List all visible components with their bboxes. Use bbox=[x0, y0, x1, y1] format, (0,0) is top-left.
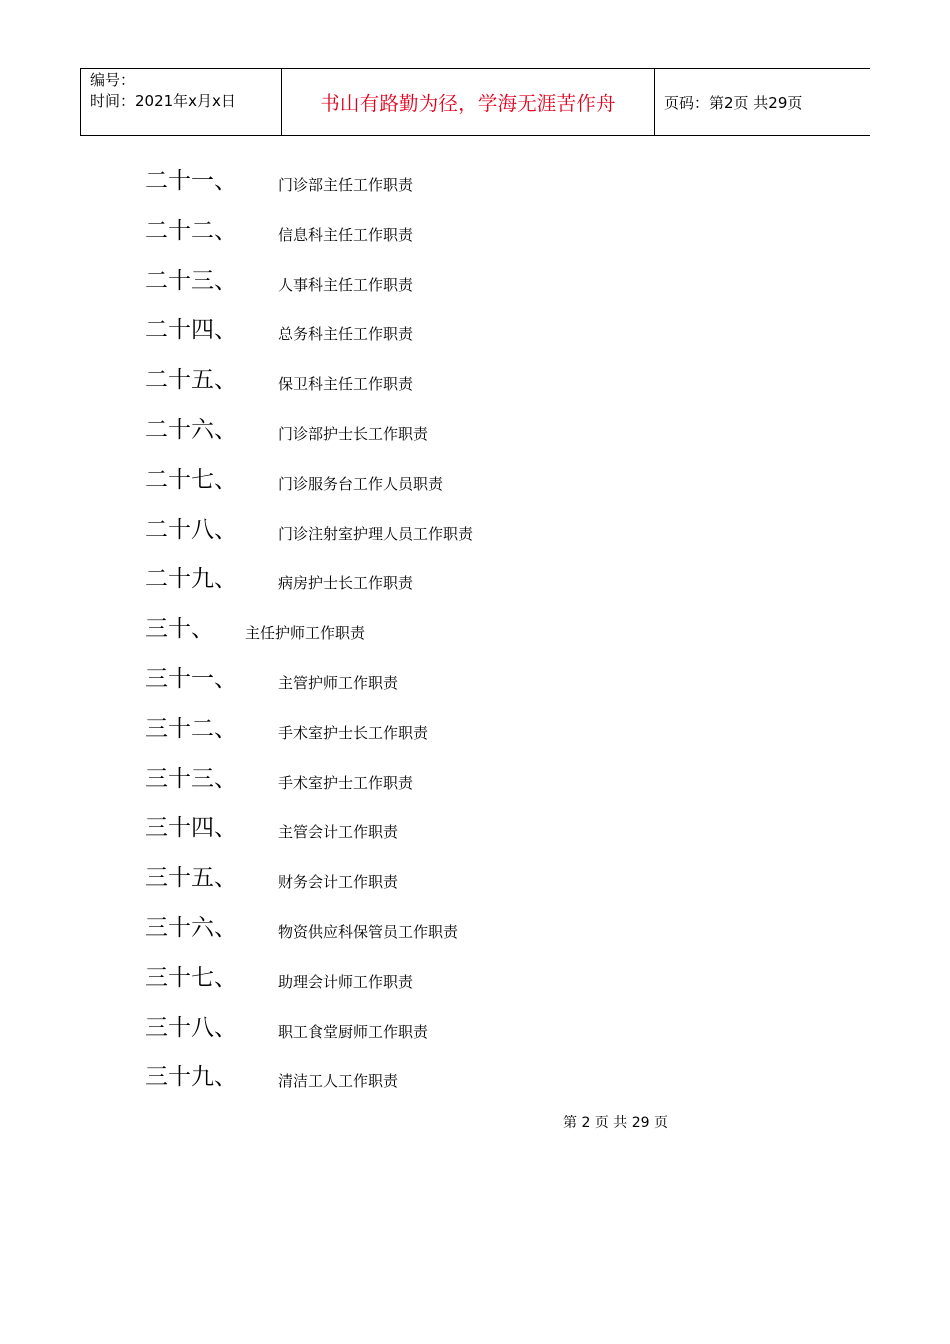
toc-item-title: 门诊服务台工作人员职责 bbox=[278, 474, 444, 493]
toc-item-title: 主任护师工作职责 bbox=[245, 624, 366, 643]
toc-item-title: 门诊注射室护理人员工作职责 bbox=[278, 524, 474, 543]
toc-item-number: 三十、 bbox=[145, 616, 214, 643]
footer-page-number: 第 2 页 共 29 页 bbox=[563, 1115, 668, 1131]
toc-item bbox=[145, 1056, 845, 1106]
toc-item-number: 二十九、 bbox=[145, 566, 237, 593]
toc-item-number: 二十六、 bbox=[145, 416, 237, 443]
toc-item bbox=[145, 857, 845, 907]
toc-item bbox=[145, 359, 845, 409]
toc-item bbox=[145, 608, 845, 658]
toc-item-title: 手术室护士长工作职责 bbox=[278, 723, 429, 742]
serial-label: 编号： bbox=[90, 71, 136, 89]
toc-item-title: 物资供应科保管员工作职责 bbox=[278, 922, 459, 941]
toc-item-number: 二十八、 bbox=[145, 516, 237, 543]
toc-item-title: 职工食堂厨师工作职责 bbox=[278, 1022, 429, 1041]
toc-item bbox=[145, 558, 845, 608]
toc-item-title: 主管护师工作职责 bbox=[278, 673, 399, 692]
toc-item bbox=[145, 509, 845, 559]
toc-item bbox=[145, 160, 845, 210]
motto-text: 书山有路勤为径，学海无涯苦作舟 bbox=[320, 92, 616, 115]
toc-item-title: 财务会计工作职责 bbox=[278, 873, 399, 892]
toc-item-title: 手术室护士工作职责 bbox=[278, 773, 414, 792]
toc-item-title: 主管会计工作职责 bbox=[278, 823, 399, 842]
toc-item-number: 三十五、 bbox=[145, 865, 237, 892]
toc-item-number: 三十一、 bbox=[145, 665, 237, 692]
toc-item-number: 三十四、 bbox=[145, 815, 237, 842]
toc-item-title: 保卫科主任工作职责 bbox=[278, 375, 414, 394]
toc-item bbox=[145, 758, 845, 808]
toc-item bbox=[145, 409, 845, 459]
toc-item-number: 三十六、 bbox=[145, 914, 237, 941]
toc-item-number: 二十四、 bbox=[145, 317, 237, 344]
toc-item-title: 门诊部主任工作职责 bbox=[278, 176, 414, 194]
toc-item-number: 三十九、 bbox=[145, 1064, 237, 1091]
toc-item-number: 三十七、 bbox=[145, 964, 237, 991]
toc-item-title: 清洁工人工作职责 bbox=[278, 1072, 399, 1091]
toc-item bbox=[145, 459, 845, 509]
toc-item-title: 人事科主任工作职责 bbox=[278, 275, 414, 294]
toc-item-title: 信息科主任工作职责 bbox=[278, 225, 414, 244]
toc-item bbox=[145, 807, 845, 857]
toc-item bbox=[145, 658, 845, 708]
date-label: 时间：2021年x月x日 bbox=[90, 92, 236, 110]
document-header bbox=[80, 68, 870, 136]
toc-item-title: 病房护士长工作职责 bbox=[278, 574, 414, 593]
header-meta-cell bbox=[81, 69, 282, 135]
header-motto-cell bbox=[282, 69, 655, 135]
toc-item-number: 二十二、 bbox=[145, 217, 237, 244]
toc-item bbox=[145, 1007, 845, 1057]
toc-item-title: 助理会计师工作职责 bbox=[278, 972, 414, 991]
toc-item bbox=[145, 260, 845, 310]
toc-item-number: 二十一、 bbox=[145, 168, 237, 194]
toc-item bbox=[145, 708, 845, 758]
toc-item-number: 三十三、 bbox=[145, 765, 237, 792]
toc-item-number: 三十八、 bbox=[145, 1014, 237, 1041]
toc-item bbox=[145, 309, 845, 359]
header-page-cell bbox=[655, 69, 870, 135]
toc-item bbox=[145, 907, 845, 957]
toc-item-title: 总务科主任工作职责 bbox=[278, 325, 414, 344]
toc-item-number: 二十七、 bbox=[145, 466, 237, 493]
toc-item-number: 二十五、 bbox=[145, 367, 237, 394]
toc-item bbox=[145, 957, 845, 1007]
toc-item-number: 三十二、 bbox=[145, 715, 237, 742]
toc-item bbox=[145, 210, 845, 260]
table-of-contents bbox=[145, 160, 845, 1106]
toc-item-title: 门诊部护士长工作职责 bbox=[278, 424, 429, 443]
header-page-label: 页码：第2页 共29页 bbox=[664, 93, 803, 112]
toc-item-number: 二十三、 bbox=[145, 267, 237, 294]
